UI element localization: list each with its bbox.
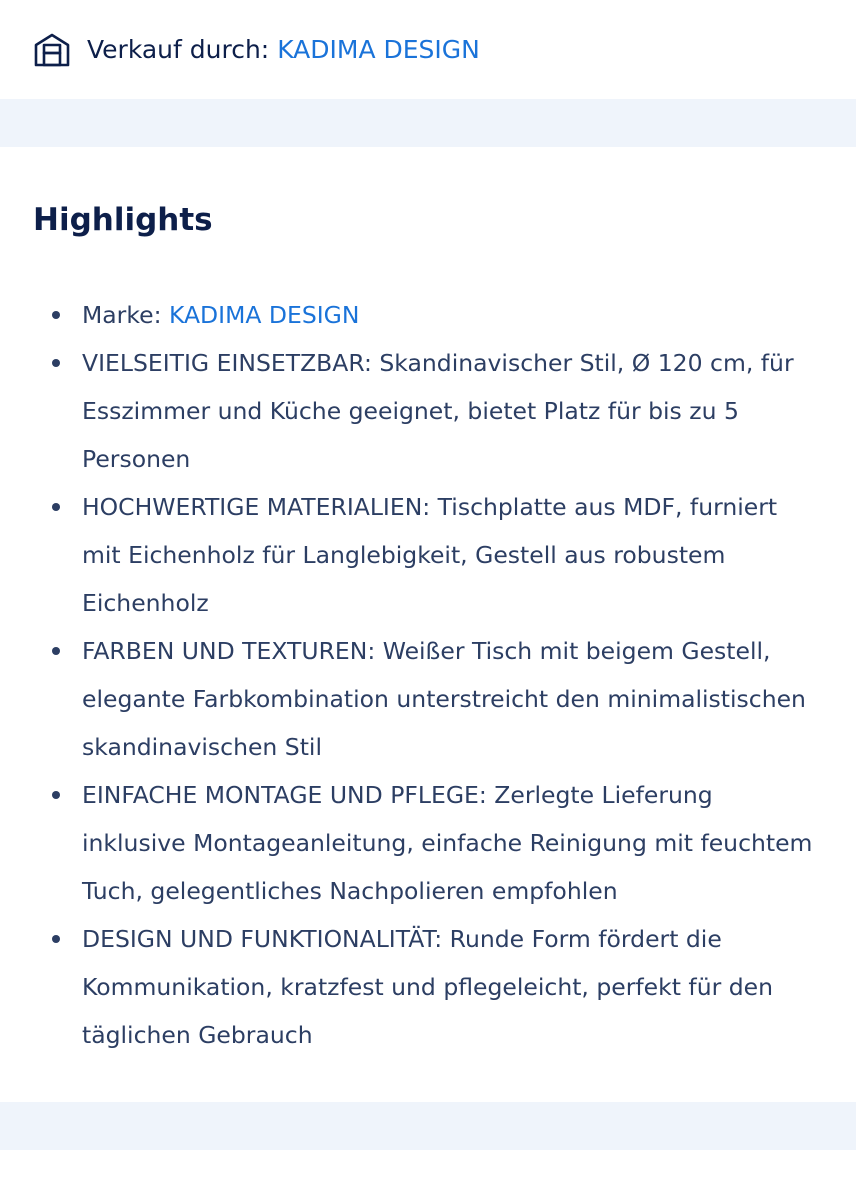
seller-row: [0, 0, 856, 99]
section-divider: [0, 99, 856, 147]
seller-label: Verkauf durch:: [87, 35, 278, 64]
highlights-section: [0, 147, 856, 1102]
highlights-list: [33, 291, 823, 1059]
seller-link[interactable]: KADIMA DESIGN: [277, 35, 480, 64]
highlights-title: Highlights: [33, 202, 213, 238]
highlight-item: DESIGN UND FUNKTIONALITÄT: Runde Form fördert die Kommunikation, kratzfest und pflegeleicht, perfekt für den täglichen Gebrauch: [33, 915, 823, 1059]
highlight-item: HOCHWERTIGE MATERIALIEN: Tischplatte aus MDF, furniert mit Eichenholz für Langlebigkeit, Gestell aus robustem Eichenholz: [33, 483, 823, 627]
seller-info: [87, 35, 480, 64]
store-icon: [33, 31, 71, 69]
highlight-item: VIELSEITIG EINSETZBAR: Skandinavischer Stil, Ø 120 cm, für Esszimmer und Küche geeignet, bietet Platz für bis zu 5 Personen: [33, 339, 823, 483]
highlight-item: FARBEN UND TEXTUREN: Weißer Tisch mit beigem Gestell, elegante Farbkombination unterstreicht den minimalistischen skandinavischen Stil: [33, 627, 823, 771]
brand-link[interactable]: KADIMA DESIGN: [168, 301, 360, 329]
section-divider-bottom: [0, 1102, 856, 1150]
highlight-item-brand: [33, 291, 823, 339]
brand-label: Marke:: [82, 301, 169, 329]
highlight-item: EINFACHE MONTAGE UND PFLEGE: Zerlegte Lieferung inklusive Montageanleitung, einfache Reinigung mit feuchtem Tuch, gelegentliches Nachpolieren empfohlen: [33, 771, 823, 915]
